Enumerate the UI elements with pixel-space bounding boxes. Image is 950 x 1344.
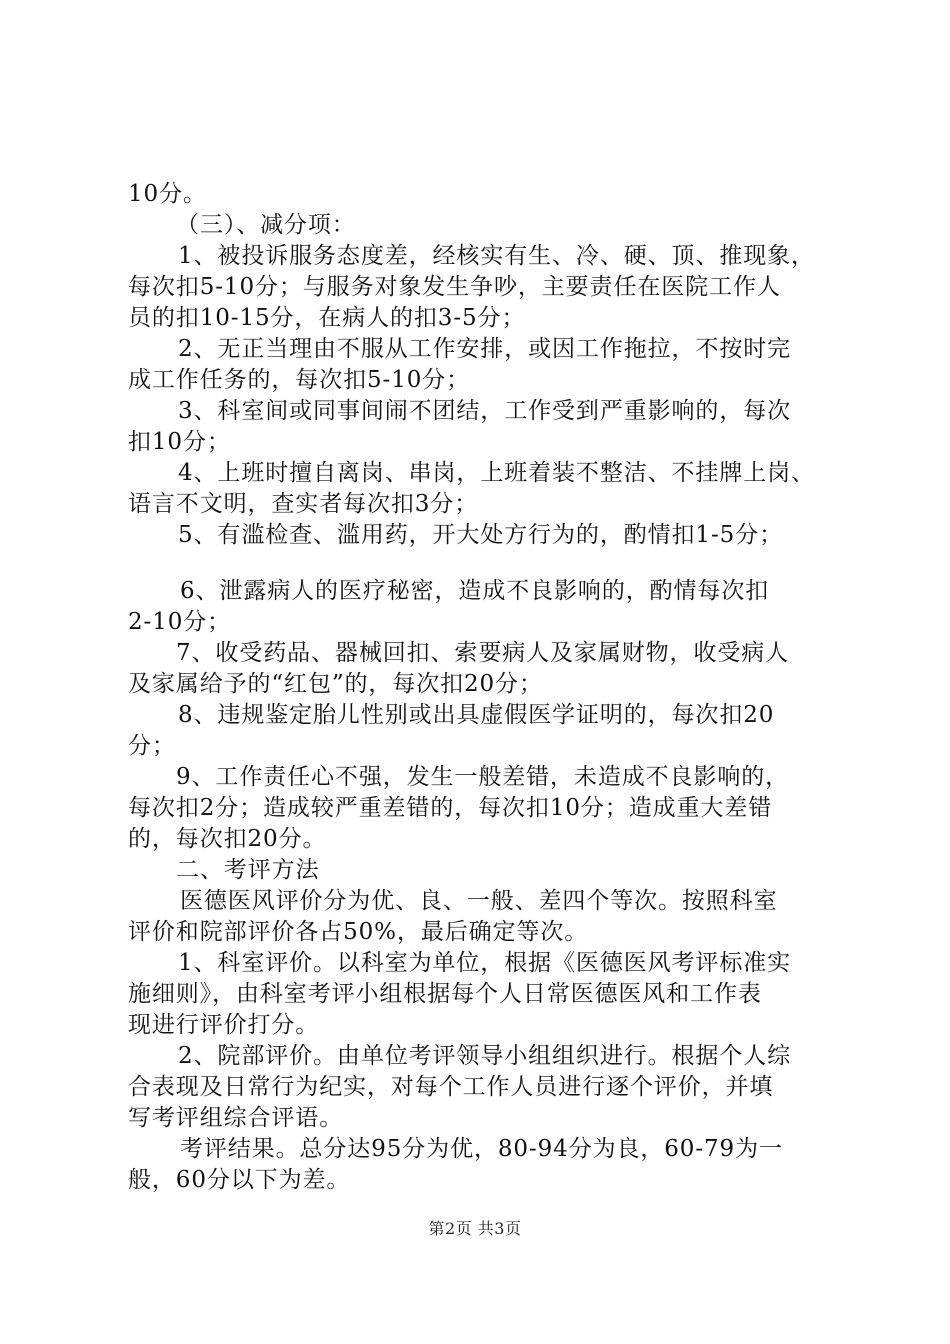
text-line: 每次扣5-10分；与服务对象发生争吵，主要责任在医院工作人: [128, 274, 781, 300]
text-line: 评价和院部评价各占50%，最后确定等次。: [128, 919, 589, 945]
text-line: 员的扣10-15分，在病人的扣3-5分；: [128, 305, 526, 331]
text-line: 4、上班时擅自离岗、串岗，上班着装不整洁、不挂牌上岗、: [178, 460, 815, 486]
text-line: 2、院部评价。由单位考评领导小组组织进行。根据个人综: [178, 1043, 792, 1069]
text-line: 般，60分以下为差。: [128, 1167, 351, 1193]
text-line: 及家属给予的“红包”的，每次扣20分；: [128, 671, 543, 697]
section-heading: 二、考评方法: [176, 857, 320, 883]
text-line: 考评结果。总分达95分为优，80-94分为良，60-79为一: [180, 1136, 783, 1162]
text-line: 成工作任务的，每次扣5-10分；: [128, 367, 471, 393]
text-line: 语言不文明，查实者每次扣3分；: [128, 491, 479, 517]
text-line: 现进行评价打分。: [128, 1012, 320, 1038]
text-line: 合表现及日常行为纪实，对每个工作人员进行逐个评价，并填: [128, 1074, 774, 1100]
text-line: 1、被投诉服务态度差，经核实有生、冷、硬、顶、推现象，: [178, 243, 815, 269]
page-number-footer: 第2页 共3页: [428, 1219, 522, 1238]
text-line: 5、有滥检查、滥用药，开大处方行为的，酌情扣1-5分；: [178, 522, 783, 548]
text-line: 2-10分；: [128, 609, 232, 635]
text-line: 扣10分；: [128, 429, 231, 455]
text-line: 9、工作责任心不强，发生一般差错，未造成不良影响的，: [176, 764, 790, 790]
text-line: 写考评组综合评语。: [128, 1105, 344, 1131]
text-line: 1、科室评价。以科室为单位，根据《医德医风考评标准实: [178, 950, 792, 976]
text-line: 施细则》，由科室考评小组根据每个人日常医德医风和工作表: [128, 981, 762, 1007]
text-line: 每次扣2分；造成较严重差错的，每次扣10分；造成重大差错: [128, 795, 773, 821]
text-line: 2、无正当理由不服从工作安排，或因工作拖拉，不按时完: [178, 336, 792, 362]
text-line: 的，每次扣20分。: [128, 826, 327, 852]
text-line: 3、科室间或同事间闹不团结，工作受到严重影响的，每次: [178, 398, 792, 424]
text-line: 分；: [128, 733, 176, 759]
text-line: 10分。: [128, 181, 207, 207]
text-line: 6、泄露病人的医疗秘密，造成不良影响的，酌情每次扣: [180, 578, 770, 604]
text-line: 医德医风评价分为优、良、一般、差四个等次。按照科室: [180, 888, 778, 914]
text-line: 7、收受药品、器械回扣、索要病人及家属财物，收受病人: [176, 640, 790, 666]
text-line: 8、违规鉴定胎儿性别或出具虚假医学证明的，每次扣20: [178, 702, 775, 728]
section-heading: （三）、减分项：: [176, 212, 356, 238]
